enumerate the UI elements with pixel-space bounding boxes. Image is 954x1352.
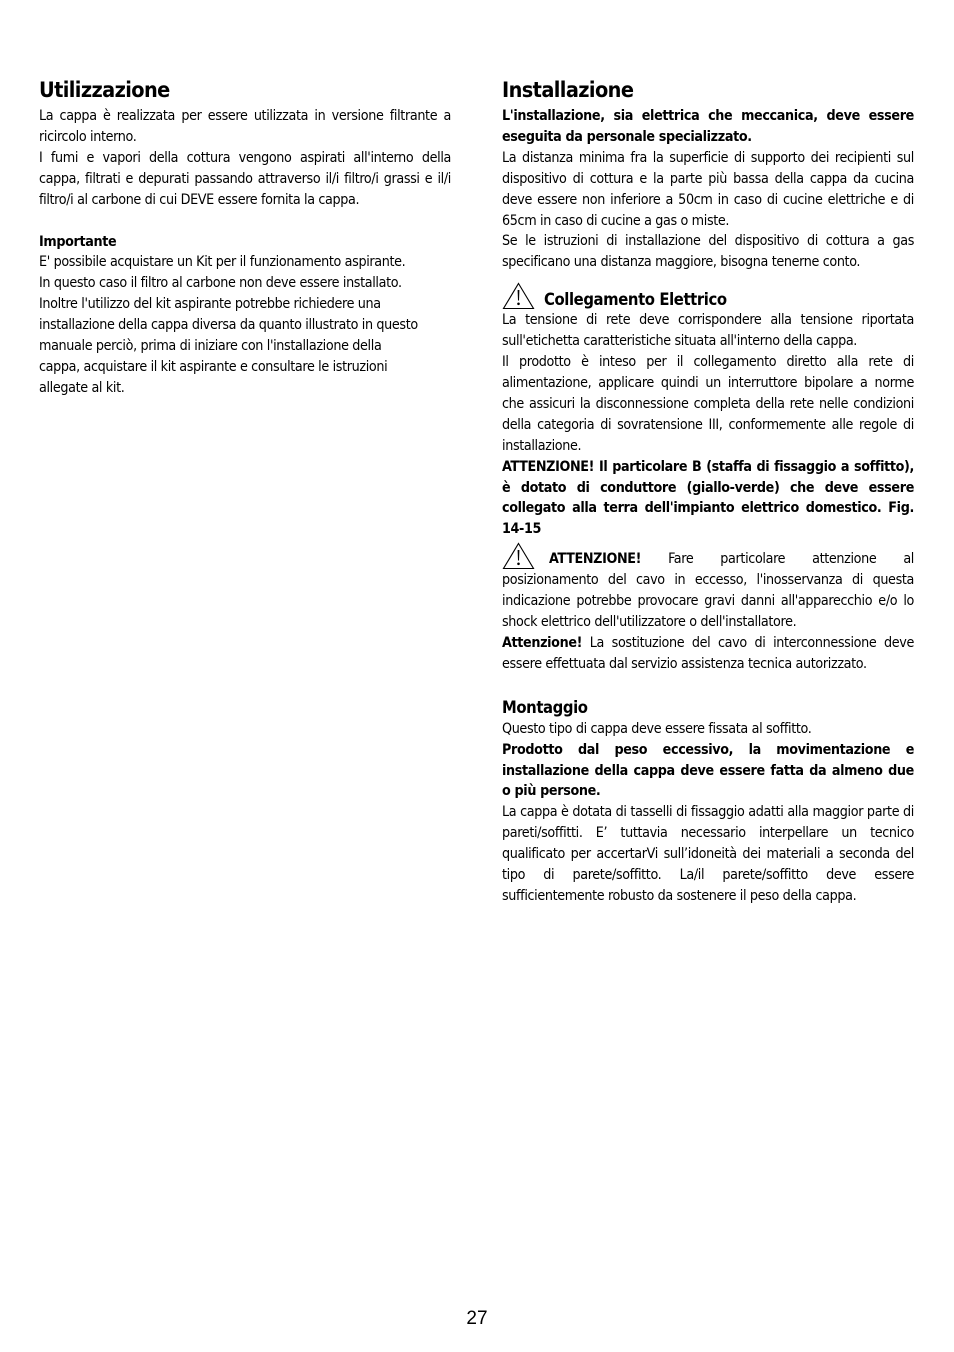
installation-warning: L'installazione, sia elettrica che meccanica, deve essere eseguita da personale specializzato. [502, 108, 914, 145]
left-column [39, 76, 451, 399]
important-line: manuale perciò, prima di iniziare con l'installazione della [39, 338, 382, 355]
electrical-heading [502, 276, 914, 310]
electrical-paragraph-2: Il prodotto è inteso per il collegamento diretto alla rete di alimentazione, applicare quindi un interruttore bipolare a norme che assicuri la disconnessione completa della rete nelle condizioni della categoria di sovratensione III, conformemente alle regole di installazione. [502, 354, 914, 454]
intro-paragraph-1: La cappa è realizzata per essere utilizzata in versione filtrante a ricircolo interno. [39, 108, 451, 145]
electrical-title: Collegamento Elettrico [544, 290, 727, 310]
important-line: cappa, acquistare il kit aspirante e consultare le istruzioni [39, 358, 388, 375]
important-line: installazione della cappa diversa da quanto illustrato in questo [39, 317, 418, 334]
cable-warning-label: ATTENZIONE! [549, 551, 642, 568]
cable-warning-text: Fare particolare attenzione al posizionamento del cavo in eccesso, l'inosservanza di questa indicazione potrebbe provocare gravi danni all'apparecchio e/o lo shock elettrico dell'utilizzatore o dell'installatore. [502, 551, 914, 631]
intro-paragraph-2: I fumi e vapori della cottura vengono aspirati all'interno della cappa, filtrati e depurati passando attraverso il/i filtro/i grassi e il/i filtro/i al carbone di cui DEVE essere fornita la cappa. [39, 149, 451, 208]
mounting-title: Montaggio [502, 697, 588, 717]
cable-replacement-paragraph [502, 633, 914, 675]
important-line: E' possibile acquistare un Kit per il funzionamento aspirante. [39, 254, 406, 271]
page-number: 27 [466, 1308, 488, 1329]
mounting-weight-warning: Prodotto dal peso eccessivo, la movimentazione e installazione della cappa deve essere fatta da almeno due o più persone. [502, 741, 914, 800]
important-line: Inoltre l'utilizzo del kit aspirante potrebbe richiedere una [39, 296, 381, 313]
important-title: Importante [39, 233, 117, 250]
cable-warning-paragraph [502, 542, 914, 633]
important-paragraph [39, 252, 451, 398]
section-title-utilizzazione: Utilizzazione [39, 78, 170, 103]
cable-replacement-text: La sostituzione del cavo di interconnessione deve essere effettuata dal servizio assistenza tecnica autorizzato. [502, 634, 914, 672]
warning-triangle-icon [502, 282, 535, 310]
mounting-paragraph-1: Questo tipo di cappa deve essere fissata al soffitto. [502, 720, 812, 737]
mounting-paragraph-3: La cappa è dotata di tasselli di fissaggio adatti alla maggior parte di pareti/soffitti. E’ tuttavia necessario interpellare un tecnico qualificato per accertarVi sull’idoneità dei materiali a seconda del tipo di parete/soffitto. La/il parete/soffitto deve essere sufficientemente robusto da sostenere il peso della cappa. [502, 804, 914, 904]
electrical-paragraph-1: La tensione di rete deve corrispondere alla tensione riportata sull'etichetta caratteristiche situata all'interno della cappa. [502, 312, 914, 350]
electrical-ground-warning: ATTENZIONE! Il particolare B (staffa di fissaggio a soffitto), è dotato di conduttore (giallo-verde) che deve essere collegato alla terra dell'impianto elettrico domestico. Fig. 14-15 [502, 458, 914, 538]
distance-paragraph-2: Se le istruzioni di installazione del dispositivo di cottura a gas specificano una distanza maggiore, bisogna tenerne conto. [502, 233, 914, 271]
section-title-installazione: Installazione [502, 78, 634, 103]
cable-replacement-label: Attenzione! [502, 634, 583, 651]
important-line: In questo caso il filtro al carbone non deve essere installato. [39, 275, 402, 292]
distance-paragraph-1: La distanza minima fra la superficie di supporto dei recipienti sul dispositivo di cottura e la parte più bassa della cappa da cucina deve essere non inferiore a 50cm in caso di cucine elettriche e di 65cm in caso di cucine a gas o miste. [502, 149, 914, 229]
warning-triangle-icon [502, 542, 535, 570]
right-column [502, 76, 914, 907]
important-line: allegate al kit. [39, 379, 125, 396]
